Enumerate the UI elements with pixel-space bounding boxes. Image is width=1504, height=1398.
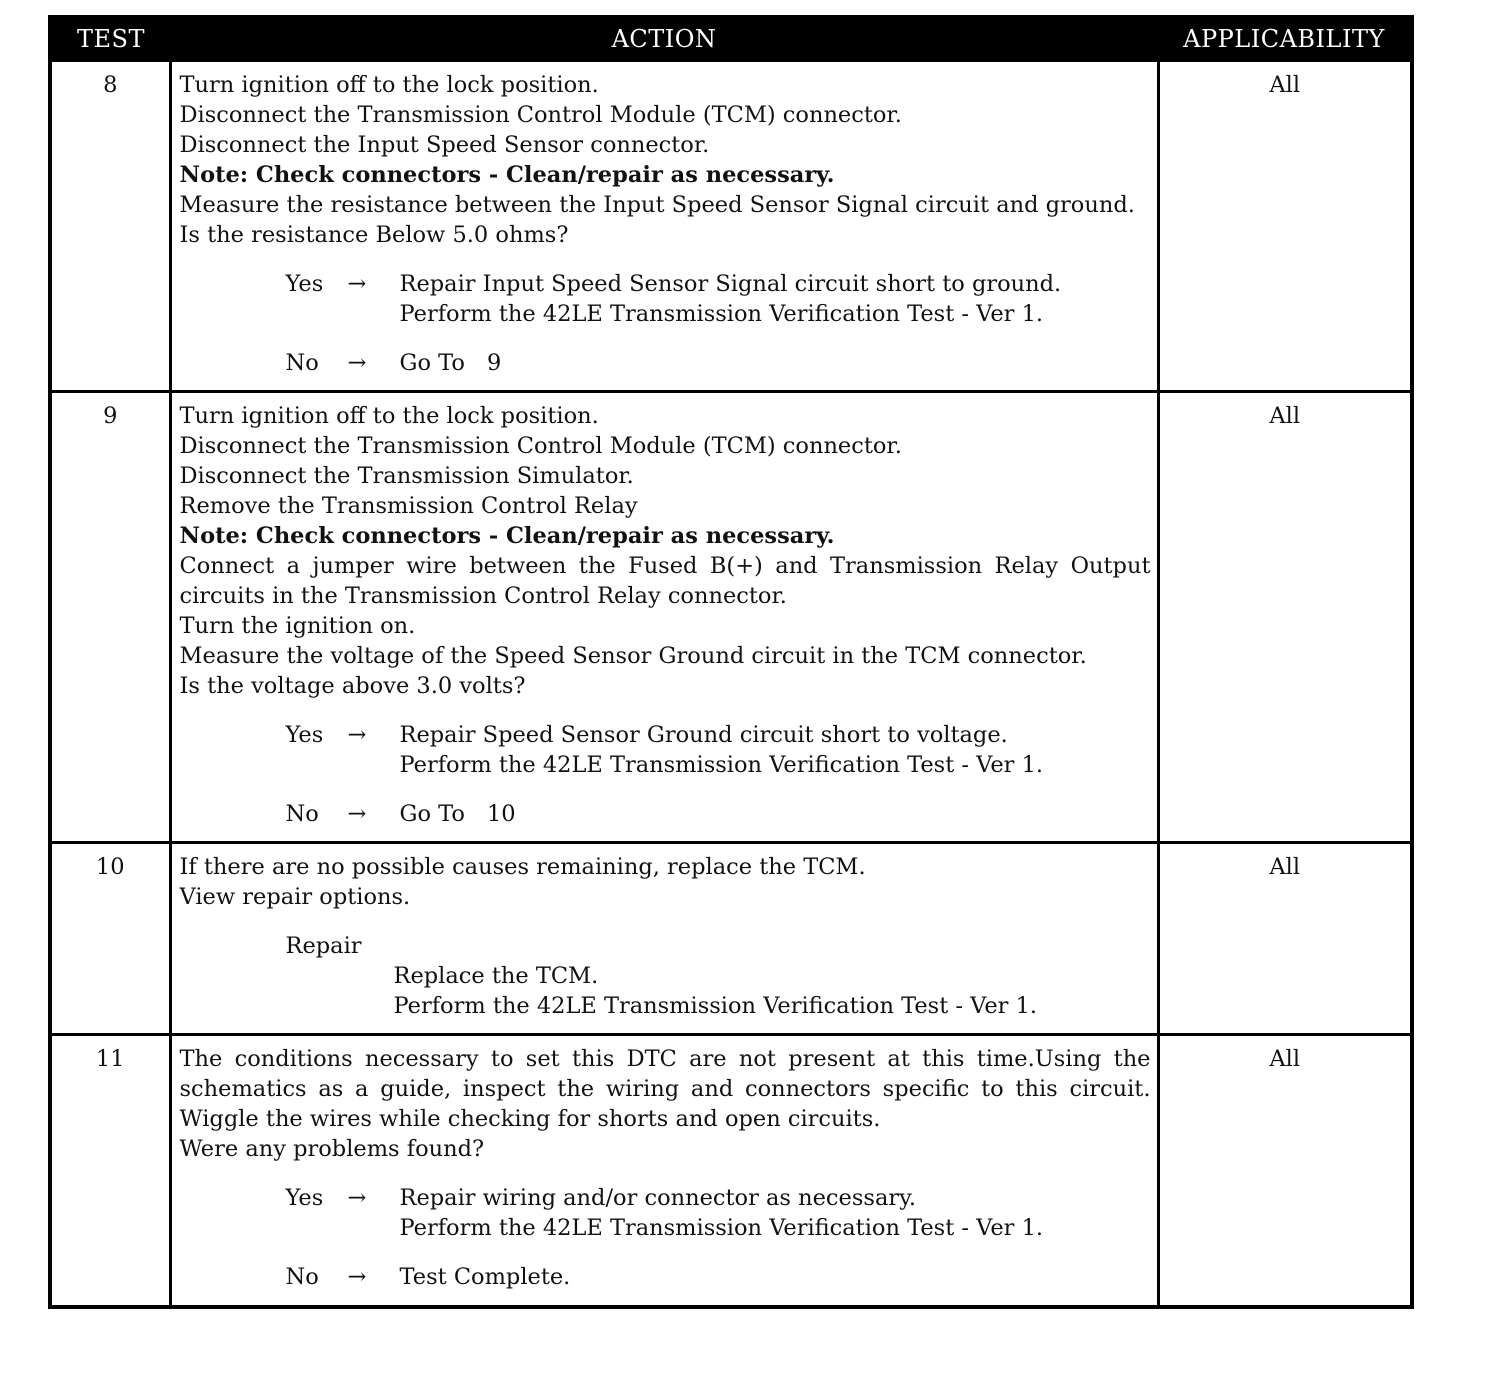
- yes-action-text: Perform the 42LE Transmission Verification Test - Ver 1.: [399, 752, 1044, 778]
- step-text: Measure the voltage of the Speed Sensor Ground circuit in the TCM connector.: [179, 643, 1087, 669]
- test-row-11: [50, 1035, 1412, 1307]
- step-text: If there are no possible causes remaining, replace the TCM.: [179, 854, 866, 880]
- column-header-action: ACTION: [170, 17, 1158, 61]
- step-text: The conditions necessary to set this DTC are not present at this time.Using the: [179, 1046, 1151, 1072]
- step-text: Disconnect the Transmission Control Module (TCM) connector.: [179, 102, 902, 128]
- table-header-row: [50, 17, 1412, 61]
- note-text: Note: Check connectors - Clean/repair as necessary.: [179, 162, 835, 188]
- yes-action-text: Repair Input Speed Sensor Signal circuit short to ground.: [399, 271, 1062, 297]
- test-row-8: [50, 61, 1412, 392]
- yes-label: Yes: [285, 722, 324, 748]
- step-text: Connect a jumper wire between the Fused B(+) and Transmission Relay Output: [179, 553, 1151, 579]
- step-text: Disconnect the Input Speed Sensor connector.: [179, 132, 710, 158]
- right-arrow-icon: →: [347, 801, 367, 827]
- step-text: Measure the resistance between the Input Speed Sensor Signal circuit and ground.: [179, 192, 1135, 218]
- question-text: Is the resistance Below 5.0 ohms?: [179, 222, 569, 248]
- step-text: Turn the ignition on.: [179, 613, 416, 639]
- right-arrow-icon: →: [347, 271, 367, 297]
- no-outcome: [180, 1262, 1151, 1292]
- yes-action-text: Perform the 42LE Transmission Verification Test - Ver 1.: [399, 301, 1044, 327]
- diagnostic-test-table: [48, 15, 1414, 1309]
- yes-label: Yes: [285, 271, 324, 297]
- applicability-cell: All: [1158, 392, 1412, 843]
- column-header-test: TEST: [50, 17, 170, 61]
- test-number: 11: [50, 1035, 170, 1307]
- yes-action-text: Repair Speed Sensor Ground circuit short to voltage.: [399, 722, 1008, 748]
- no-label: No: [285, 1264, 319, 1290]
- yes-action-text: Repair wiring and/or connector as necessary.: [399, 1185, 916, 1211]
- yes-outcome: [180, 720, 1151, 780]
- yes-label: Yes: [285, 1185, 324, 1211]
- right-arrow-icon: →: [347, 1264, 367, 1290]
- yes-action-text: Perform the 42LE Transmission Verification Test - Ver 1.: [399, 1215, 1044, 1241]
- go-to-target: 10: [486, 801, 516, 827]
- applicability-cell: All: [1158, 61, 1412, 392]
- right-arrow-icon: →: [347, 350, 367, 376]
- action-cell: [170, 843, 1158, 1035]
- test-number: 9: [50, 392, 170, 843]
- diagnostic-procedure-document: [48, 15, 1410, 1309]
- applicability-cell: All: [1158, 1035, 1412, 1307]
- test-complete-text: Test Complete.: [399, 1264, 571, 1290]
- repair-action-text: Perform the 42LE Transmission Verification Test - Ver 1.: [393, 993, 1038, 1019]
- step-text: schematics as a guide, inspect the wiring and connectors specific to this circuit.: [179, 1076, 1151, 1102]
- question-text: Were any problems found?: [179, 1136, 485, 1162]
- go-to-target: 9: [486, 350, 502, 376]
- column-header-applicability: APPLICABILITY: [1158, 17, 1412, 61]
- go-to-text: Go To: [399, 801, 465, 827]
- question-text: Is the voltage above 3.0 volts?: [179, 673, 526, 699]
- right-arrow-icon: →: [347, 722, 367, 748]
- action-cell: [170, 392, 1158, 843]
- test-row-9: [50, 392, 1412, 843]
- repair-label: Repair: [285, 933, 362, 959]
- step-text: circuits in the Transmission Control Relay connector.: [179, 583, 787, 609]
- no-outcome: [180, 348, 1151, 378]
- step-text: Disconnect the Transmission Control Module (TCM) connector.: [179, 433, 902, 459]
- no-label: No: [285, 350, 319, 376]
- yes-outcome: [180, 1183, 1151, 1243]
- yes-outcome: [180, 269, 1151, 329]
- repair-action-text: Replace the TCM.: [393, 963, 599, 989]
- test-number: 8: [50, 61, 170, 392]
- step-text: Disconnect the Transmission Simulator.: [179, 463, 634, 489]
- step-text: Remove the Transmission Control Relay: [179, 493, 638, 519]
- no-label: No: [285, 801, 319, 827]
- test-number: 10: [50, 843, 170, 1035]
- step-text: Wiggle the wires while checking for shorts and open circuits.: [179, 1106, 881, 1132]
- step-text: View repair options.: [179, 884, 411, 910]
- test-row-10: [50, 843, 1412, 1035]
- step-text: Turn ignition off to the lock position.: [179, 403, 599, 429]
- action-cell: [170, 1035, 1158, 1307]
- go-to-text: Go To: [399, 350, 465, 376]
- applicability-cell: All: [1158, 843, 1412, 1035]
- action-cell: [170, 61, 1158, 392]
- note-text: Note: Check connectors - Clean/repair as necessary.: [179, 523, 835, 549]
- right-arrow-icon: →: [347, 1185, 367, 1211]
- no-outcome: [180, 799, 1151, 829]
- step-text: Turn ignition off to the lock position.: [179, 72, 599, 98]
